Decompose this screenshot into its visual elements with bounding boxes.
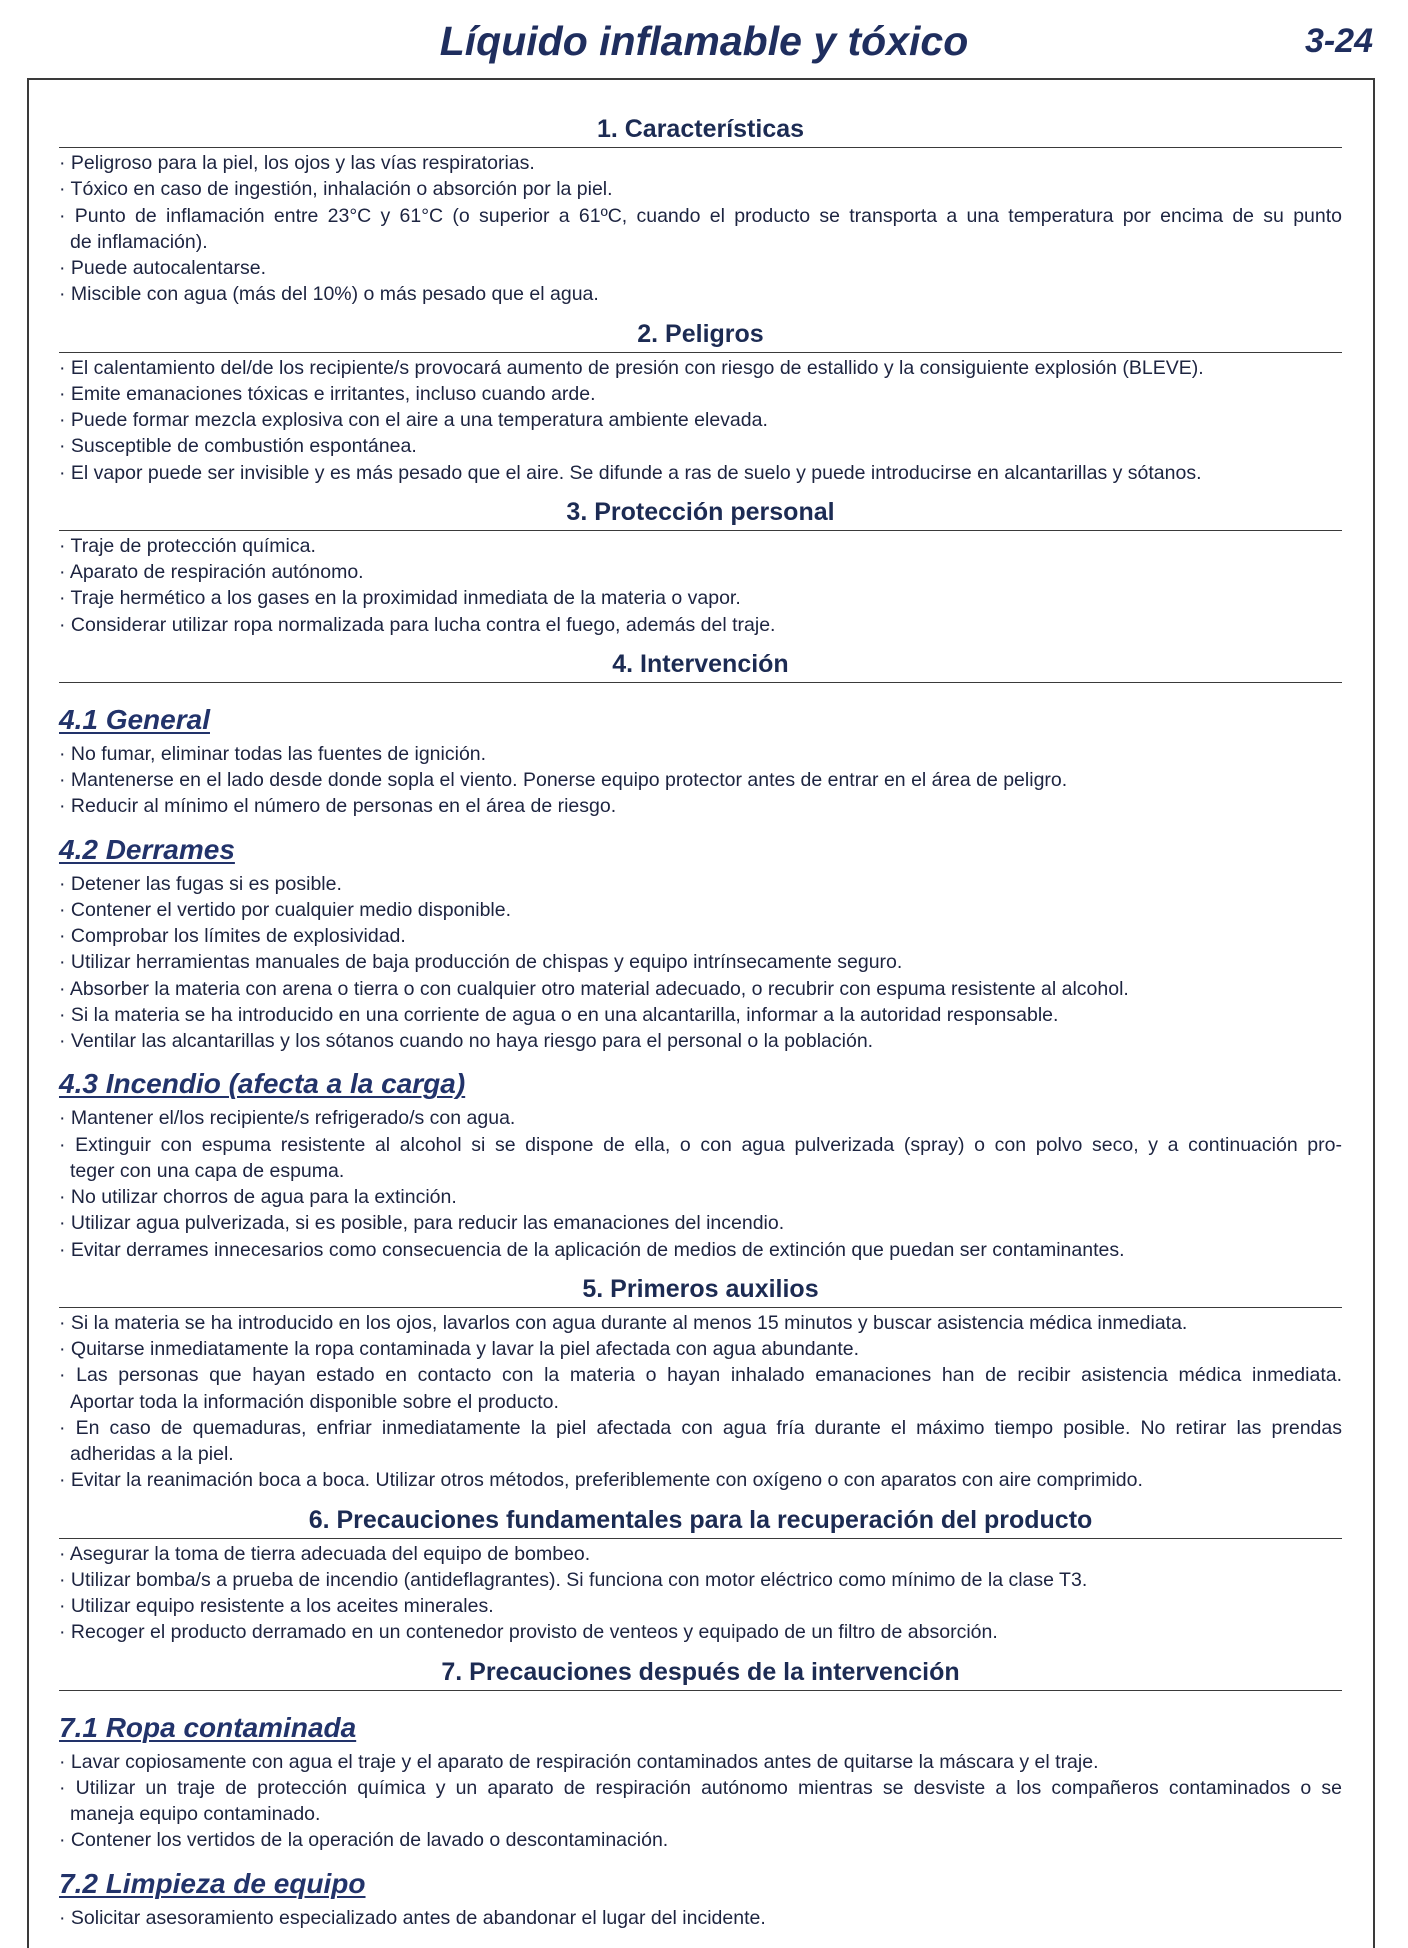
list-item bbox=[59, 1467, 1342, 1493]
list-item bbox=[59, 767, 1342, 793]
list-item bbox=[59, 407, 1342, 433]
list-item bbox=[59, 1415, 1342, 1468]
item-line: · Reducir al mínimo el número de personas en el área de riesgo. bbox=[59, 795, 617, 818]
item-line: · Extinguir con espuma resistente al alcohol si se dispone de ella, o con agua pulverizada (spray) o con polvo seco, y a continuación pro- bbox=[59, 1133, 1342, 1156]
section-peligros bbox=[59, 316, 1342, 486]
subsection-heading bbox=[59, 833, 1342, 867]
page-number: 3-24 bbox=[1304, 22, 1373, 60]
section-proteccion-personal bbox=[59, 494, 1342, 638]
list-item bbox=[59, 1237, 1342, 1263]
list-item bbox=[59, 381, 1342, 407]
item-line: · Puede autocalentarse. bbox=[59, 257, 267, 279]
bullet-list bbox=[59, 739, 1342, 820]
item-line: · Punto de inflamación entre 23°C y 61°C (o superior a 61ºC, cuando el producto se transporta a una temperatura por encima de su punto bbox=[59, 204, 1342, 227]
item-line: · Utilizar agua pulverizada, si es posible, para reducir las emanaciones del incendio. bbox=[59, 1212, 785, 1235]
section-primeros-auxilios bbox=[59, 1271, 1342, 1494]
subsection-heading-text: 7.2 Limpieza de equipo bbox=[59, 1867, 366, 1899]
list-item bbox=[59, 255, 1342, 281]
item-line: · Comprobar los límites de explosividad. bbox=[59, 925, 406, 947]
list-item bbox=[59, 1749, 1342, 1775]
list-item bbox=[59, 949, 1342, 975]
list-item bbox=[59, 460, 1342, 486]
subsection-heading bbox=[59, 1867, 1342, 1901]
list-item bbox=[59, 1593, 1342, 1619]
item-line: · Asegurar la toma de tierra adecuada del equipo de bombeo. bbox=[59, 1542, 591, 1565]
item-line: · Solicitar asesoramiento especializado antes de abandonar el lugar del incidente. bbox=[59, 1906, 766, 1929]
list-item bbox=[59, 871, 1342, 897]
page-title: Líquido inflamable y tóxico bbox=[439, 18, 969, 64]
item-line: · Puede formar mezcla explosiva con el aire a una temperatura ambiente elevada. bbox=[59, 409, 768, 431]
bullet-list bbox=[59, 353, 1342, 486]
item-line: · Ventilar las alcantarillas y los sótanos cuando no haya riesgo para el personal o la población. bbox=[59, 1030, 874, 1052]
item-line: adheridas a la piel. bbox=[70, 1443, 234, 1465]
list-item bbox=[59, 176, 1342, 202]
bullet-list bbox=[59, 1308, 1342, 1494]
list-item bbox=[59, 1567, 1342, 1593]
list-item bbox=[59, 1184, 1342, 1210]
section-heading: 4. Intervención bbox=[59, 646, 1342, 683]
item-line: · Utilizar bomba/s a prueba de incendio (antideflagrantes). Si funciona con motor eléctrico como mínimo de la clase T3. bbox=[59, 1568, 1088, 1591]
list-item bbox=[59, 897, 1342, 923]
item-line: · Si la materia se ha introducido en una corriente de agua o en una alcantarilla, informar a la autoridad responsable. bbox=[59, 1003, 1059, 1026]
item-line: · Recoger el producto derramado en un contenedor provisto de venteos y equipado de un filtro de absorción. bbox=[59, 1621, 998, 1644]
subsection-heading bbox=[59, 1711, 1342, 1745]
item-line: · Evitar la reanimación boca a boca. Utilizar otros métodos, preferiblemente con oxígeno o con aparatos con aire comprimido. bbox=[59, 1469, 1143, 1492]
subsection-heading-text: 4.1 General bbox=[59, 703, 210, 735]
bullet-list bbox=[59, 1103, 1342, 1263]
list-item bbox=[59, 150, 1342, 176]
section-heading: 1. Características bbox=[59, 111, 1342, 148]
list-item bbox=[59, 1905, 1342, 1931]
list-item bbox=[59, 355, 1342, 381]
bullet-list bbox=[59, 1539, 1342, 1646]
item-line: · Absorber la materia con arena o tierra o con cualquier otro material adecuado, o recubrir con espuma resistente al alcohol. bbox=[59, 977, 1129, 1000]
item-line: · En caso de quemaduras, enfriar inmediatamente la piel afectada con agua fría durante el máximo tiempo posible. No retirar las prendas bbox=[59, 1416, 1342, 1439]
list-item bbox=[59, 1619, 1342, 1645]
section-heading: 5. Primeros auxilios bbox=[59, 1271, 1342, 1308]
subsection-heading-text: 7.1 Ropa contaminada bbox=[59, 1711, 357, 1743]
list-item bbox=[59, 1310, 1342, 1336]
list-item bbox=[59, 923, 1342, 949]
item-line: · Peligroso para la piel, los ojos y las vías respiratorias. bbox=[59, 152, 535, 174]
item-line: · Las personas que hayan estado en contacto con la materia o hayan inhalado emanaciones han de recibir asistencia médica inmediata. bbox=[59, 1364, 1342, 1387]
item-line: · No utilizar chorros de agua para la extinción. bbox=[59, 1186, 457, 1208]
list-item bbox=[59, 1362, 1342, 1415]
list-item bbox=[59, 1132, 1342, 1185]
section-heading: 6. Precauciones fundamentales para la recuperación del producto bbox=[59, 1502, 1342, 1539]
item-line: · Lavar copiosamente con agua el traje y el aparato de respiración contaminados antes de quitarse la máscara y el traje. bbox=[59, 1750, 1099, 1773]
bullet-list bbox=[59, 531, 1342, 638]
item-line: · El vapor puede ser invisible y es más pesado que el aire. Se difunde a ras de suelo y puede introducirse en alcantarillas y sótanos. bbox=[59, 461, 1202, 484]
content-frame bbox=[27, 78, 1375, 1948]
section-heading: 7. Precauciones después de la intervención bbox=[59, 1654, 1342, 1691]
list-item bbox=[59, 281, 1342, 307]
item-line: · Aparato de respiración autónomo. bbox=[59, 561, 364, 583]
section-heading: 2. Peligros bbox=[59, 316, 1342, 353]
item-line: · Contener los vertidos de la operación de lavado o descontaminación. bbox=[59, 1829, 669, 1852]
subsection-heading bbox=[59, 1067, 1342, 1101]
list-item bbox=[59, 203, 1342, 256]
item-line: · Evitar derrames innecesarios como consecuencia de la aplicación de medios de extinción que puedan ser contaminantes. bbox=[59, 1238, 1125, 1261]
list-item bbox=[59, 976, 1342, 1002]
list-item bbox=[59, 533, 1342, 559]
item-line: · Traje de protección química. bbox=[59, 534, 316, 557]
item-line: · Susceptible de combustión espontánea. bbox=[59, 435, 417, 458]
item-line: · No fumar, eliminar todas las fuentes de ignición. bbox=[59, 742, 487, 765]
item-line: Aportar toda la información disponible sobre el producto. bbox=[70, 1390, 559, 1413]
item-line: · Emite emanaciones tóxicas e irritantes, incluso cuando arde. bbox=[59, 382, 596, 405]
list-item bbox=[59, 1775, 1342, 1828]
list-item bbox=[59, 1210, 1342, 1236]
item-line: · Utilizar herramientas manuales de baja producción de chispas y equipo intrínsecamente seguro. bbox=[59, 951, 903, 974]
item-line: · Mantener el/los recipiente/s refrigerado/s con agua. bbox=[59, 1107, 516, 1130]
item-line: · El calentamiento del/de los recipiente/s provocará aumento de presión con riesgo de estallido y la consiguiente explosión (BLEVE). bbox=[59, 356, 1204, 379]
item-line: · Utilizar un traje de protección química y un aparato de respiración autónomo mientras se desviste a los compañeros contaminados o se bbox=[59, 1776, 1342, 1799]
bullet-list bbox=[59, 1747, 1342, 1854]
bullet-list bbox=[59, 148, 1342, 308]
list-item bbox=[59, 585, 1342, 611]
subsection-heading-text: 4.3 Incendio (afecta a la carga) bbox=[59, 1068, 466, 1100]
item-line: · Detener las fugas si es posible. bbox=[59, 872, 342, 895]
list-item bbox=[59, 559, 1342, 585]
section-precauciones-despues bbox=[59, 1654, 1342, 1931]
list-item bbox=[59, 1002, 1342, 1028]
item-line: · Considerar utilizar ropa normalizada para lucha contra el fuego, además del traje. bbox=[59, 613, 776, 636]
section-intervencion bbox=[59, 646, 1342, 1263]
item-line: de inflamación). bbox=[70, 230, 208, 253]
item-line: · Si la materia se ha introducido en los ojos, lavarlos con agua durante al menos 15 minutos y buscar asistencia médica inmediata. bbox=[59, 1311, 1188, 1334]
section-caracteristicas bbox=[59, 111, 1342, 308]
list-item bbox=[59, 1541, 1342, 1567]
list-item bbox=[59, 741, 1342, 767]
bullet-list bbox=[59, 869, 1342, 1055]
list-item bbox=[59, 1336, 1342, 1362]
item-line: · Quitarse inmediatamente la ropa contaminada y lavar la piel afectada con agua abundante. bbox=[59, 1338, 860, 1360]
item-line: · Mantenerse en el lado desde donde sopla el viento. Ponerse equipo protector antes de entrar en el área de peligro. bbox=[59, 769, 1068, 791]
item-line: · Miscible con agua (más del 10%) o más pesado que el agua. bbox=[59, 283, 599, 306]
list-item bbox=[59, 1028, 1342, 1054]
list-item bbox=[59, 1105, 1342, 1131]
item-line: maneja equipo contaminado. bbox=[70, 1803, 321, 1825]
section-heading: 3. Protección personal bbox=[59, 494, 1342, 531]
list-item bbox=[59, 433, 1342, 459]
subsection-heading-text: 4.2 Derrames bbox=[59, 833, 235, 865]
list-item bbox=[59, 612, 1342, 638]
item-line: teger con una capa de espuma. bbox=[70, 1159, 345, 1182]
item-line: · Utilizar equipo resistente a los aceites minerales. bbox=[59, 1595, 494, 1617]
item-line: · Traje hermético a los gases en la proximidad inmediata de la materia o vapor. bbox=[59, 587, 741, 610]
section-precauciones-recuperacion bbox=[59, 1502, 1342, 1646]
bullet-list bbox=[59, 1903, 1342, 1931]
list-item bbox=[59, 793, 1342, 819]
item-line: · Tóxico en caso de ingestión, inhalación o absorción por la piel. bbox=[59, 178, 613, 201]
subsection-heading bbox=[59, 703, 1342, 737]
list-item bbox=[59, 1827, 1342, 1853]
item-line: · Contener el vertido por cualquier medio disponible. bbox=[59, 898, 512, 921]
